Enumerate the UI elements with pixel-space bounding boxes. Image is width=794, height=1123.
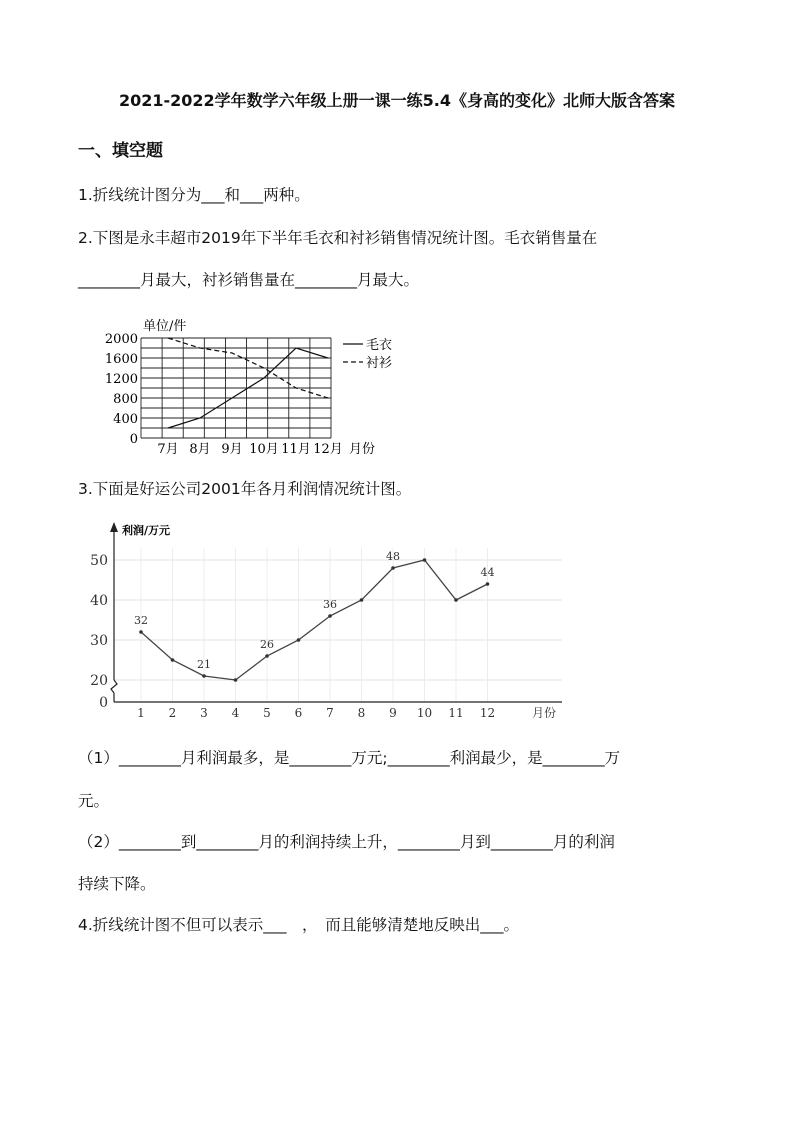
data-label: 44: [480, 566, 495, 579]
x-tick-label: 3: [200, 706, 208, 720]
x-tick-label: 11月: [281, 442, 311, 457]
data-point: [297, 638, 301, 642]
x-tick-label: 6: [294, 706, 303, 720]
profit-line-chart: [88, 518, 568, 728]
y-axis-arrow: [110, 522, 118, 532]
data-point: [391, 566, 395, 570]
data-point: [139, 630, 143, 634]
data-point: [202, 674, 206, 678]
data-point: [423, 558, 427, 562]
x-tick-label: 8: [357, 706, 366, 720]
y-tick-label: 20: [90, 673, 108, 689]
y-tick-label: 800: [113, 392, 138, 407]
section-heading: 一、填空题: [78, 141, 163, 161]
data-label: 32: [134, 614, 148, 627]
x-tick-label: 5: [263, 706, 271, 720]
y-tick-label: 400: [113, 412, 138, 427]
data-label: 48: [386, 550, 400, 563]
x-tick-label: 11: [448, 706, 464, 720]
sales-line-chart: [98, 310, 408, 458]
question-3-1-line-2: 元。: [78, 792, 110, 810]
x-tick-label: 10: [416, 706, 433, 720]
x-tick-label: 4: [231, 706, 240, 720]
x-tick-label: 9: [389, 706, 397, 720]
question-2-line-1: 2.下图是永丰超市2019年下半年毛衣和衬衫销售情况统计图。毛衣销售量在: [78, 229, 598, 247]
question-3-2-line-1: （2）________到________月的利润持续上升，________月到________月的利润: [78, 833, 615, 851]
y-tick-label: 30: [90, 633, 108, 649]
y-axis-label: 利润/万元: [122, 524, 171, 537]
x-tick-label: 10月: [249, 442, 279, 457]
x-tick-label: 7月: [157, 442, 179, 457]
y-tick-label: 2000: [104, 332, 138, 347]
question-4: 4.折线统计图不但可以表示___ ， 而且能够清楚地反映出___。: [78, 916, 520, 934]
data-point: [360, 598, 364, 602]
data-label: 26: [260, 638, 274, 651]
profit-series-line: [141, 560, 488, 680]
question-3-1-line-1: （1）________月利润最多，是________万元;________利润最少，是________万: [78, 749, 621, 767]
x-tick-label: 7: [326, 706, 334, 720]
data-point: [234, 678, 238, 682]
data-label: 21: [197, 658, 211, 671]
x-tick-label: 12: [479, 706, 496, 720]
data-point: [328, 614, 332, 618]
data-point: [486, 582, 490, 586]
question-3: 3.下面是好运公司2001年各月利润情况统计图。: [78, 480, 412, 498]
data-label: 36: [323, 598, 337, 611]
y-tick-label: 40: [90, 593, 108, 609]
question-2-line-2: ________月最大，衬衫销售量在________月最大。: [78, 271, 420, 289]
data-point: [171, 658, 175, 662]
x-axis-label: 月份: [349, 442, 376, 457]
legend-label: 衬衫: [366, 356, 393, 371]
x-tick-label: 8月: [189, 442, 211, 457]
x-tick-label: 9月: [221, 442, 243, 457]
data-point: [265, 654, 269, 658]
y-tick-label: 50: [90, 553, 108, 569]
data-point: [454, 598, 458, 602]
axis-break-mark: [111, 680, 117, 693]
y-axis-label: 单位/件: [143, 319, 187, 334]
document-title: 2021-2022学年数学六年级上册一课一练5.4《身高的变化》北师大版含答案: [118, 91, 676, 110]
x-tick-label: 2: [168, 706, 177, 720]
legend-label: 毛衣: [366, 338, 393, 353]
y-tick-label: 0: [129, 432, 138, 447]
question-1: 1.折线统计图分为___和___两种。: [78, 186, 310, 204]
y-tick-label: 1200: [104, 372, 138, 387]
y-tick-label: 0: [99, 695, 108, 711]
y-tick-label: 1600: [104, 352, 138, 367]
x-tick-label: 1: [137, 706, 145, 720]
question-3-2-line-2: 持续下降。: [78, 875, 156, 893]
x-axis-label: 月份: [532, 706, 557, 720]
x-tick-label: 12月: [313, 442, 343, 457]
